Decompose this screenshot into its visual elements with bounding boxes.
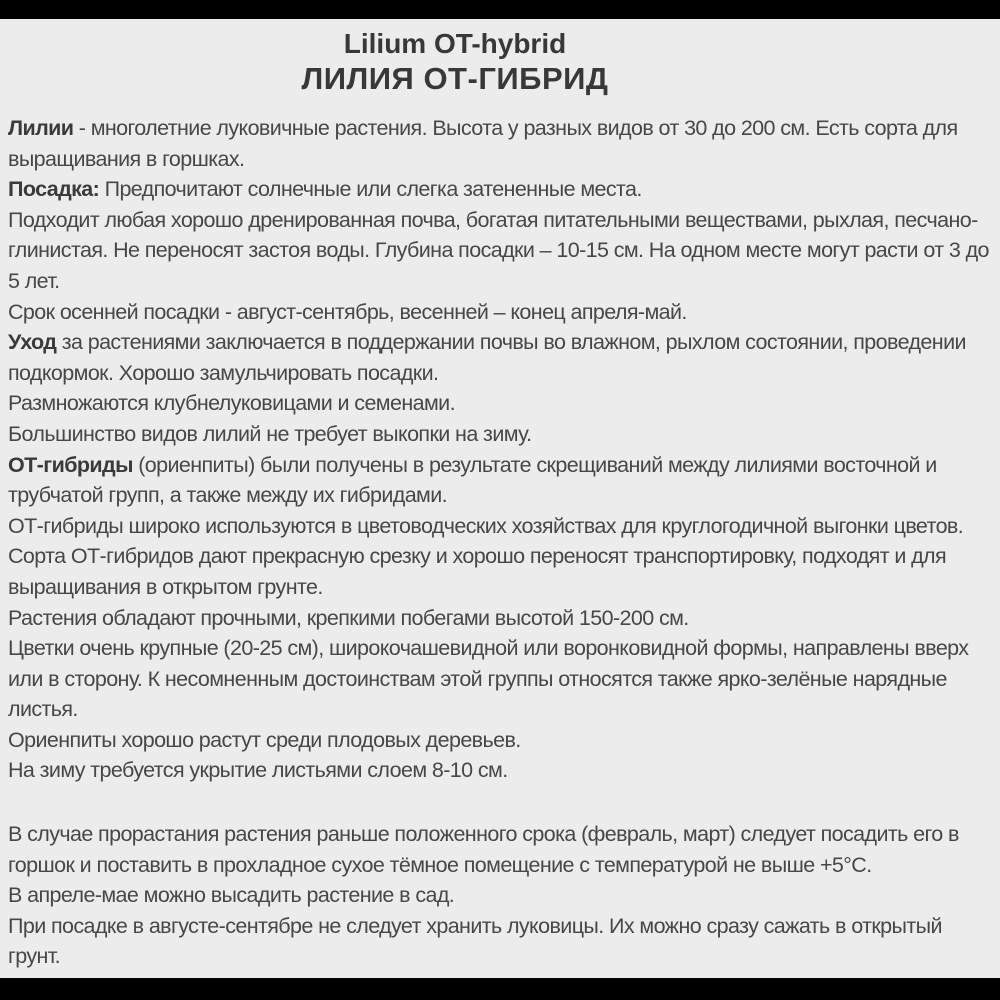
care-text bbox=[0, 113, 1000, 972]
paragraph: ОТ-гибриды широко используются в цветоводческих хозяйствах для круглогодичной выгонки цветов. bbox=[8, 513, 964, 538]
paragraph: Посадка: Предпочитают солнечные или слегка затененные места. bbox=[8, 177, 642, 202]
paragraph: ОТ-гибриды (ориенпиты) были получены в результате скрещиваний между лилиями восточной и трубчатой групп, а также между их гибридами. bbox=[8, 452, 937, 508]
paragraph: Размножаются клубнелуковицами и семенами. bbox=[8, 391, 455, 416]
paragraph: Лилии - многолетние луковичные растения. Высота у разных видов от 30 до 200 см. Есть сорта для выращивания в горшках. bbox=[8, 116, 958, 171]
paragraph: При посадке в августе-сентябре не следует хранить луковицы. Их можно сразу сажать в открытый грунт. bbox=[8, 913, 942, 969]
paragraph: Ориенпиты хорошо растут среди плодовых деревьев. bbox=[8, 727, 521, 752]
paragraph: В случае прорастания растения раньше положенного срока (февраль, март) следует посадить его в горшок и поставить в прохладное сухое тёмное помещение с температурой не выше +5°С. bbox=[8, 822, 959, 877]
title-russian: ЛИЛИЯ ОТ-ГИБРИД bbox=[301, 61, 609, 96]
paragraph: Растения обладают прочными, крепкими побегами высотой 150-200 см. bbox=[8, 605, 689, 630]
paragraph-lead: Уход bbox=[8, 330, 57, 355]
paragraph: Уход за растениями заключается в поддержании почвы во влажном, рыхлом состоянии, проведении подкормок. Хорошо замульчировать посадки. bbox=[8, 330, 966, 385]
paragraph-lead: Посадка: bbox=[8, 177, 100, 202]
label-header bbox=[0, 27, 955, 97]
bottom-black-bar bbox=[0, 978, 1000, 1000]
title-latin: Lilium OT-hybrid bbox=[343, 28, 567, 59]
paragraph-lead: Лилии bbox=[8, 116, 74, 140]
paragraph-lead: ОТ-гибриды bbox=[8, 452, 133, 477]
paragraph: Срок осенней посадки - август-сентябрь, весенней – конец апреля-май. bbox=[8, 299, 687, 324]
paragraph: На зиму требуется укрытие листьями слоем 8-10 см. bbox=[8, 758, 508, 783]
paragraph: Цветки очень крупные (20-25 см), широкочашевидной или воронковидной формы, направлены вверх или в сторону. К несомненным достоинствам этой группы относятся также ярко-зелёные нарядные листья. bbox=[8, 636, 969, 722]
paragraph: Большинство видов лилий не требует выкопки на зиму. bbox=[8, 421, 532, 446]
paragraph: В апреле-мае можно высадить растение в сад. bbox=[8, 883, 455, 908]
paragraph: Подходит любая хорошо дренированная почва, богатая питательными веществами, рыхлая, песчано-глинистая. Не переносят застоя воды. Глубина посадки – 10-15 см. На одном месте могут расти от 3 до 5 лет. bbox=[8, 207, 989, 293]
top-black-bar bbox=[0, 0, 1000, 19]
paragraph: Сорта ОТ-гибридов дают прекрасную срезку и хорошо переносят транспортировку, подходят и для выращивания в открытом грунте. bbox=[8, 544, 947, 599]
